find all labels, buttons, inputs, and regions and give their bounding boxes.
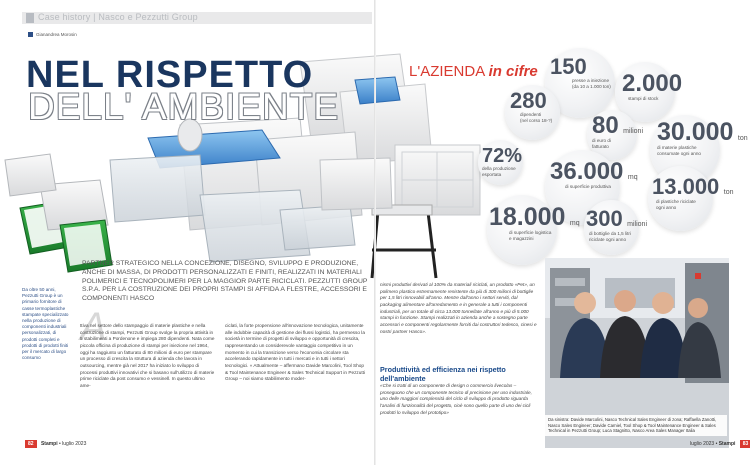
stat-number: 150 <box>550 54 587 79</box>
stat-caption: della produzione <box>482 166 516 171</box>
company-figures-title-bold: in cifre <box>488 63 538 80</box>
stat-caption: presse a iniezione <box>572 78 610 83</box>
stat-number: 13.000 <box>652 174 720 199</box>
stat-caption: consumate ogni anno <box>657 150 701 156</box>
photo-caption: Da sinistra: Davide Marcolini, Nasco Technical Sales Engineer di zona; Raffaella Zanotti, Nasco Sales Engineer; Davide Carniel, Tool Shop & Tool Maintenance Engineer & Sales Technical in Pezzutti Group; Luca Stagnitto, Nasco Area Sales Manager Italia <box>545 415 727 436</box>
stat-bottles <box>586 208 647 242</box>
drop-cap: A <box>80 305 107 349</box>
section-header-text: Case history | Nasco e Pezzutti Group <box>38 12 198 22</box>
stat-caption: di superficie logistica <box>509 230 552 235</box>
stat-caption: ogni anno <box>656 204 677 210</box>
article-subheading: Produttività ed efficienza nei rispetto dell'ambiente <box>380 365 506 383</box>
stat-caption: dipendenti <box>520 112 542 117</box>
company-figures-title-plain: L'AZIENDA <box>409 63 485 80</box>
footer-separator-left: • <box>59 441 63 447</box>
article-body-col1: ttiva nel settore dello stampaggio di materie plastiche e nella costruzione di stampi, Pezzutti Group svolge la propria attività in 5 stabilimenti a Pordenone e impiega 280 dipendenti. Nata come piccola officina di produzione di stampi per iniezione nel 1964, oggi ha raggiunto un fatturato di 80 milioni di euro per stampare un processo di crescita la struttura di azienda che lavora in outsourcing, mentre già nel 2017 ha iniziato lo sviluppo di processi produttivi innovativi che si basano sull'utilizzo di materie prime riciclate da post consumo e vessinell. In questo ultimo ame- <box>80 323 215 389</box>
stat-unit: mq <box>627 174 638 181</box>
author-marker <box>28 32 33 37</box>
stat-number: 2.000 <box>622 70 683 97</box>
stat-export <box>482 146 522 177</box>
page-number-right: 83 <box>740 440 750 448</box>
stat-caption: di materie plastiche <box>657 145 697 150</box>
footer-separator-right: • <box>715 441 719 447</box>
stat-production-area <box>550 160 638 190</box>
stat-caption: di bottiglie da 1,5 litri <box>589 231 631 236</box>
page-title-line1: NEL RISPETTO <box>26 54 314 96</box>
page-title-line2: DELL' AMBIENTE <box>28 86 339 127</box>
stat-caption: di plastiche riciclate <box>656 199 696 204</box>
stat-caption: di superficie produttiva <box>565 184 611 189</box>
stat-unit: mq <box>569 220 580 227</box>
stat-number: 280 <box>510 88 547 113</box>
stat-number: 36.000 <box>550 158 624 185</box>
intro-sidebar: Da oltre 50 anni, Pezzutti Group è un primario fornitore di casse termoplastiche stampate specializzato nella produzione di componenti industriali personalizzati, di prodotti completi e prodotti di prodotti finiti per il mercato di largo consumo <box>22 287 69 361</box>
stat-unit: ton <box>737 135 748 142</box>
stat-unit: milioni <box>623 128 643 135</box>
stat-number: 300 <box>586 206 623 231</box>
stat-unit: milioni <box>627 221 648 228</box>
stat-recycled <box>652 176 733 210</box>
page-number-left: 82 <box>25 440 37 448</box>
article-body-col4: «Che si tratti di un componente di design o commercio livecolas – proseguono che un componente tecnico di precisione per uso industriale, uno delle maggiori complessità del ciclo di sviluppo di prodotto riguarda l'analisi di funzionalità del progetto, cioè sono quello parte di uno dei cicli prodotti lo sviluppo del prototipo» <box>380 383 532 415</box>
stat-logistics <box>489 205 580 241</box>
article-lead: PARTNER STRATEGICO NELLA CONCEZIONE, DISEGNO, SVILUPPO E PRODUZIONE, ANCHE DI MASSA, DI PRODOTTI PERSONALIZZATI E FINITI, REALIZZATI IN MATERIALI POLIMERICI E TECNOPOLIMERI PER LA MAGGIOR PARTE RICICLATI. PEZZUTTI GROUP S.P.A. PER LA COSTRUZIONE DEI PROPRI STAMPI SI AFFIDA A FLESTRE, ACCESSORI E COMPONENTI HASCO <box>82 260 368 303</box>
stat-number: 72% <box>482 145 523 167</box>
footer-right <box>690 440 750 448</box>
footer-left <box>22 440 86 448</box>
section-header-marker <box>26 13 34 23</box>
page-spine <box>374 0 376 465</box>
stat-revenue <box>592 114 643 149</box>
stat-caption: riciclate ogni anno <box>589 236 627 242</box>
stat-caption: esportata <box>482 171 502 177</box>
stat-caption: (da 10 a 1.000 ton) <box>572 83 611 89</box>
stat-number: 80 <box>592 112 619 139</box>
stat-caption: e magazzini <box>509 235 534 241</box>
stat-employees <box>510 90 552 123</box>
footer-date-right: luglio 2023 <box>690 441 715 447</box>
stat-molds <box>622 72 682 102</box>
stat-number: 18.000 <box>489 203 566 231</box>
article-body-col2: ciclati, la forte propensione all'innovazione tecnologica, unitamente alle indubbie capacità di gestione dei flussi logistici, ha permesso la società in termine di progetti di sviluppo e opportunità di crescita, rappresentando un considerevole vantaggio competitivo in un momento in cui la transizione verso l'economia circolare sta accelerando rapidamente in tutti i mercati e in tutti i settori tecnologici. « Attualmente – affermano Davide Marcolini, Tool Shop & Tool Maintenance Engineer & Sales Technical Support in Pezzutti Group – noi siamo stabilimento moder- <box>225 323 366 382</box>
stat-caption: stampi di stock <box>628 96 659 101</box>
footer-date-left: luglio 2023 <box>62 441 87 447</box>
author-name: Gianandrea Morosin <box>36 32 77 37</box>
stat-unit: ton <box>723 189 734 196</box>
footer-magazine-left: Stampi <box>40 441 58 447</box>
stat-presses <box>550 56 611 89</box>
stat-caption: di euro di <box>592 138 611 143</box>
article-body-col3: nismi produttivi derivati al 100% da materiali riciclati, un prodotto «Pet», un polimero plastico estremamente resistente da più di 300 milioni di bottiglie per 1,5 litri rinnovabili all'anno. Mentre dall'anno i settori serviti, dal packaging alimentare all'arredamento e in generale a tutti i componenti industriali, per un totale di circa 13.000 tonnellate all'anno e più di 5.000 stampi in funzione. Stampi realizzati in azienda anche a sostegno parte accessori e componenti regolarmente forniti dai costruttori tedesco, cinesi e nostri partner Hasco». <box>380 282 537 334</box>
stat-caption: (nel corso 18-?) <box>520 117 553 123</box>
footer-magazine-right: Stampi <box>718 441 736 447</box>
stat-number: 30.000 <box>657 118 734 146</box>
stat-plastics <box>657 120 748 156</box>
section-header <box>22 12 372 24</box>
stat-caption: fatturato <box>592 143 609 149</box>
company-figures-title <box>409 63 538 80</box>
